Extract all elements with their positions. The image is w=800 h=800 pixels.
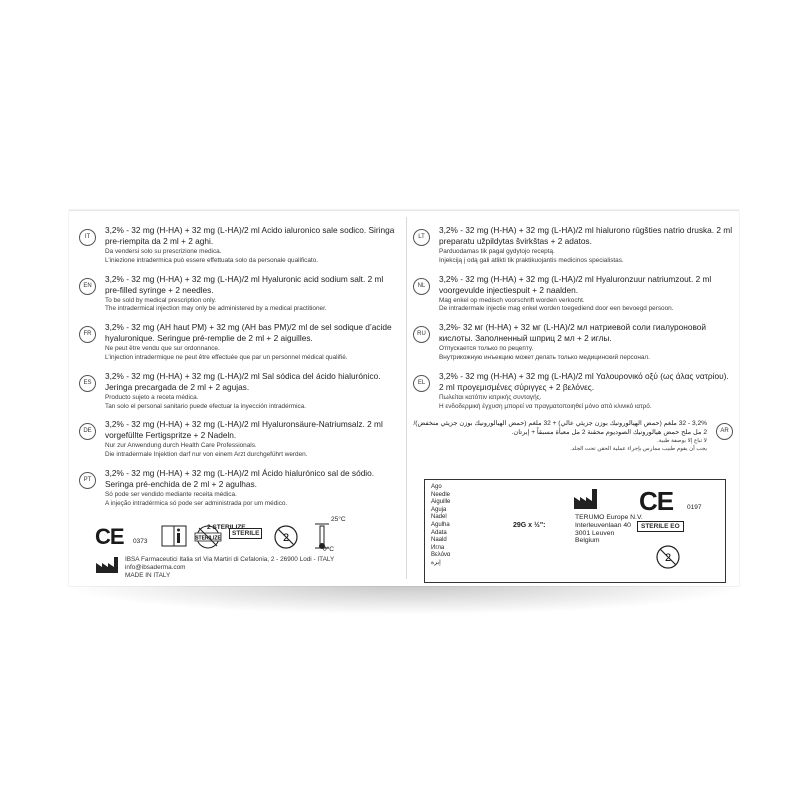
- entry-sub1: Отпускается только по рецепту.: [439, 345, 534, 353]
- entry-sub1: لا تباع إلا بوصفة طبية.: [657, 438, 707, 445]
- entry-main: 3,2% - 32 mg (H-HA) + 32 mg (L-HA)/2 ml Hyaluronic acid sodium salt. 2 ml pre-filled syringe + 2 needles.: [105, 273, 384, 295]
- entry-sub2: Die intradermale Injektion darf nur von einem Arzt durchgeführt werden.: [105, 451, 308, 459]
- lang-badge: IT: [79, 229, 96, 246]
- entry-sub2: Injekciją į odą gali atlikti tik praktikuojantis medicinos specialistas.: [439, 256, 624, 264]
- entry-main: 3,2% - 32 mg (H-HA) + 32 mg (L-HA)/2 ml hialurono rūgšties natrio druska. 2 ml preparatu užpildytas švirkštas + 2 adatos.: [439, 225, 733, 246]
- do-not-reuse-icon: [273, 524, 299, 555]
- entry-main: 3,2% - 32 mg (H-HA) + 32 mg (L-HA)/2 ml Ácido hialurónico sal de sódio. Seringa pré-enchida de 2 ml + 2 agulhas.: [105, 467, 375, 489]
- entry-main: 3,2% - 32 mg (H-HA) + 32 mg (L-HA)/2 ml Hyaluronzuur natriumzout. 2 ml voorgevulde injectiespuit + 2 naalden.: [439, 273, 712, 295]
- temp-max: 25°C: [331, 516, 346, 523]
- svg-text:STERILIZE: STERILIZE: [195, 535, 221, 542]
- terumo-factory-icon: [573, 488, 599, 515]
- entry-sub1: Ne peut être vendu que sur ordonnance.: [105, 345, 220, 353]
- entry-sub1: Mag enkel op medisch voorschrift worden verkocht.: [439, 296, 585, 304]
- lang-badge: DE: [79, 423, 96, 440]
- lang-entry-el: [413, 371, 733, 411]
- lang-entry-es: [79, 371, 399, 411]
- lang-entry-ar: [413, 419, 733, 453]
- lang-badge: FR: [79, 326, 96, 343]
- left-column: [79, 225, 399, 517]
- lang-badge: EL: [413, 375, 430, 392]
- right-column: [413, 225, 733, 462]
- lang-badge: PT: [79, 472, 96, 489]
- lang-badge: LT: [413, 229, 430, 246]
- lang-entry-de: [79, 419, 399, 459]
- entry-sub2: Внутрикожную инъекцию может делать только медицинский персонал.: [439, 353, 650, 361]
- entry-sub1: Só pode ser vendido mediante receita médica.: [105, 490, 237, 498]
- ce-mark: CE: [95, 524, 124, 549]
- regulatory-symbols: [95, 516, 395, 558]
- temp-min: 0°C: [323, 546, 334, 553]
- entry-sub1: To be sold by medical prescription only.: [105, 296, 217, 304]
- entry-sub2: Tan solo el personal sanitario puede efectuar la inyección intradérmica.: [105, 402, 307, 410]
- sterile-eo-label: STERILE EO: [637, 521, 684, 532]
- manufacturer-factory-icon: [95, 556, 119, 574]
- do-not-reuse-icon: [655, 544, 681, 575]
- manufacturer-block: [95, 556, 335, 579]
- package-panel: [69, 210, 739, 586]
- entry-sub2: يجب أن يقوم طبيب ممارس بإجراء عملية الحقن تحت الجلد.: [570, 446, 707, 453]
- entry-main: 3,2% - 32 mg (H-HA) + 32 mg (L-HA)/2 ml Sal sódica del ácido hialurónico. Jeringa precargada de 2 ml + 2 agujas.: [105, 370, 381, 392]
- column-divider: [406, 217, 407, 579]
- lang-badge: EN: [79, 278, 96, 295]
- entry-sub2: L’iniezione intradermica può essere effettuata solo da personale qualificato.: [105, 256, 319, 264]
- entry-sub2: The intradermical injection may only be administered by a medical practitioner.: [105, 305, 327, 313]
- notified-body-number: 0373: [133, 538, 148, 545]
- lang-badge: AR: [716, 423, 733, 440]
- entry-main: 3,2% - 32 mg (H-HA) + 32 mg (L-HA)/2 ml Υαλουρονικό οξύ (ως άλας νατρίου). 2 ml προγεμισμένες σύριγγες + 2 βελόνες.: [439, 370, 729, 392]
- lang-entry-it: [79, 225, 399, 265]
- lang-entry-pt: [79, 468, 399, 508]
- entry-main: 3,2%- 32 мг (H-HA) + 32 мг (L-HA)/2 мл натриевой соли гиалуроновой кислоты. Заполненный шприц 2 мл + 2 иглы.: [439, 322, 707, 344]
- lang-entry-lt: [413, 225, 733, 265]
- lang-entry-nl: [413, 274, 733, 314]
- lang-badge: NL: [413, 278, 430, 295]
- entry-sub1: Parduodamas tik pagal gydytojo receptą.: [439, 248, 555, 255]
- entry-main: 3,2% - 32 mg (H-HA) + 32 mg (L-HA)/2 ml Hyaluronsäure-Natriumsalz. 2 ml vorgefüllte Fertigspritze + 2 Nadeln.: [105, 419, 383, 441]
- ce-mark-needle: CE: [639, 486, 674, 516]
- sterilize-number: 2 STERILIZE: [207, 524, 246, 531]
- lang-entry-fr: [79, 322, 399, 362]
- entry-main: 3,2% - 32 mg (AH haut PM) + 32 mg (AH bas PM)/2 ml de sel sodique d’acide hyaluronique. Seringue pré-remplie de 2 ml + 2 aiguilles.: [105, 322, 392, 344]
- lang-entry-ru: [413, 322, 733, 362]
- entry-main: 3,2% - 32 ملغم (حمض الهيالورونيك بوزن جزيئي عالي) + 32 ملغم (حمض الهيالورونيك بوزن جزيئي منخفض)/ 2 مل ملح حمض هيالورونيك الصوديوم محقنة 2 مل معبأة مسبقاً + إبرتان.: [413, 420, 707, 437]
- entry-sub2: De intradermale injectie mag enkel worden toegediend door een bevoegd persoon.: [439, 305, 674, 313]
- lang-badge: ES: [79, 375, 96, 392]
- box-shadow: [60, 585, 750, 615]
- lang-badge: RU: [413, 326, 430, 343]
- notified-body-needle: 0197: [687, 504, 702, 511]
- needle-label-box: [424, 479, 726, 583]
- svg-text:2: 2: [664, 552, 672, 564]
- svg-text:2: 2: [282, 532, 290, 544]
- needle-word-list: Ago Needle Aiguille Aguja Nadel Agulha Adata Naald Игла Βελόνα إبرة: [431, 484, 451, 566]
- manufacturer-text: IBSA Farmaceutici Italia srl Via Martiri di Cefalonia, 2 - 26900 Lodi - ITALY info@ibsaderma.com MADE IN ITALY: [125, 556, 335, 579]
- lang-entry-en: [79, 274, 399, 314]
- entry-sub2: A injeção intradérmica só pode ser administrada por um médico.: [105, 499, 288, 507]
- entry-sub1: Da vendersi solo su prescrizione medica.: [105, 248, 222, 255]
- entry-sub1: Producto sujeto a receta médica.: [105, 393, 199, 401]
- terumo-address: TERUMO Europe N.V. Interleuvenlaan 40 3001 Leuven Belgium: [575, 514, 643, 545]
- entry-sub2: Η ενδοδερμική έγχυση μπορεί να πραγματοποιηθεί μόνο από κλινικό ιατρό.: [439, 402, 652, 410]
- needle-gauge: 29G x ½":: [513, 522, 546, 529]
- entry-sub2: L’injection intradermique ne peut être effectuée que par un personnel médical qualifié.: [105, 353, 348, 361]
- entry-main: 3,2% - 32 mg (H-HA) + 32 mg (L-HA)/2 ml Acido ialuronico sale sodico. Siringa pre-riempita da 2 ml + 2 aghi.: [105, 225, 395, 246]
- instructions-book-icon: [161, 524, 187, 553]
- entry-sub1: Πωλείται κατόπιν ιατρικής συνταγής.: [439, 393, 542, 401]
- entry-sub1: Nur zur Anwendung durch Health Care Professionals.: [105, 442, 257, 450]
- sterile-r-label: STERILE: [229, 528, 262, 539]
